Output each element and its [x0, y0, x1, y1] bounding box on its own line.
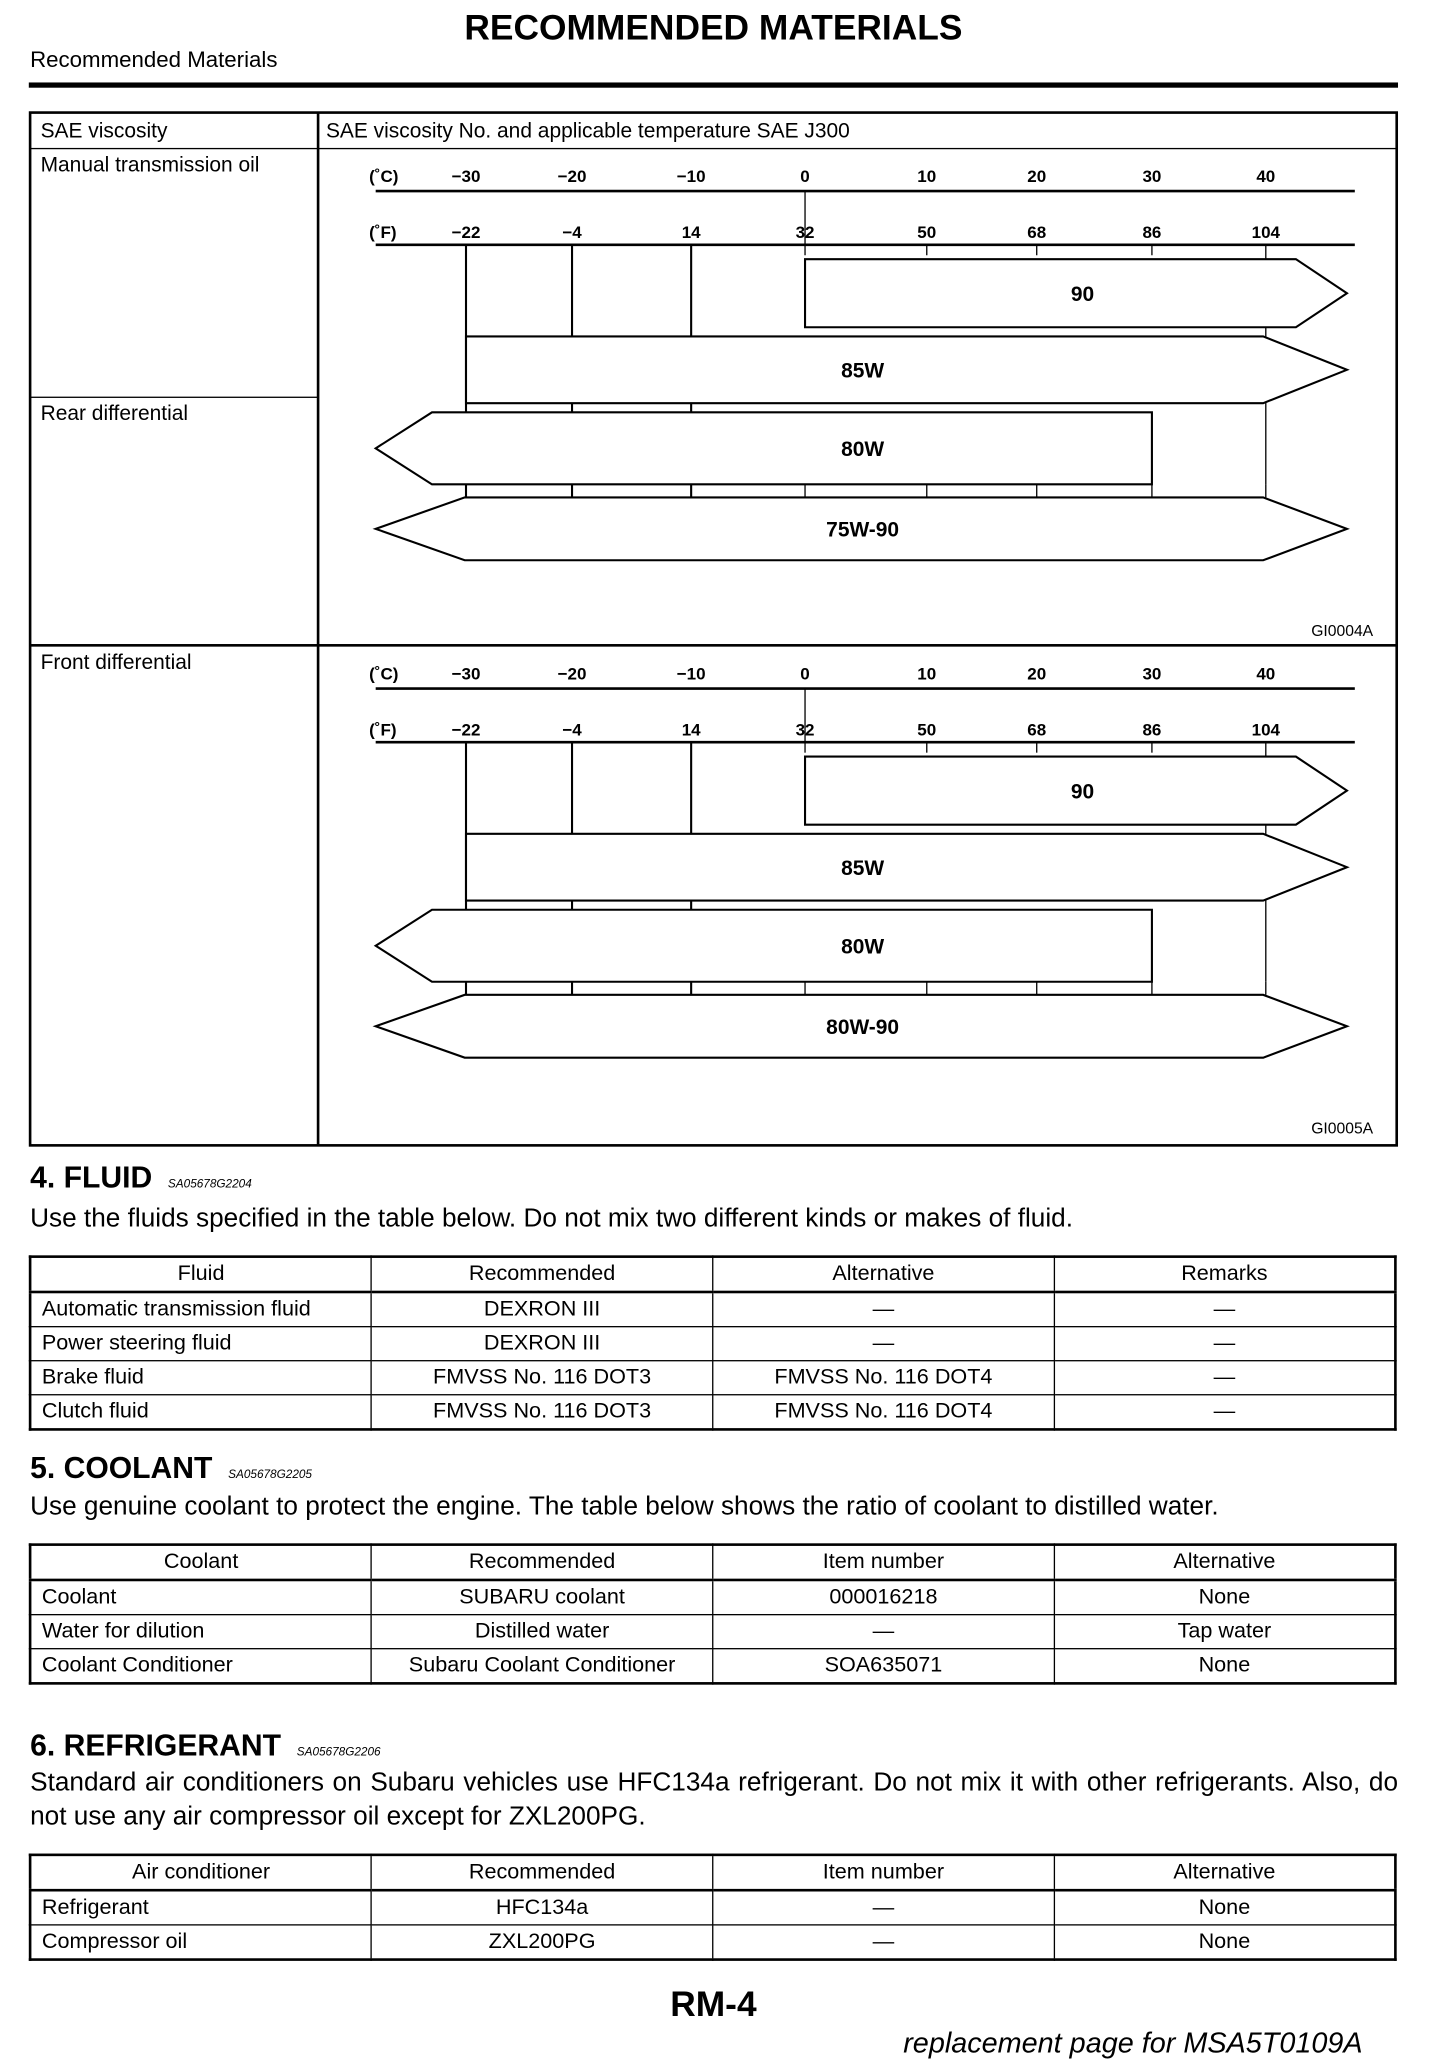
table-row [30, 1361, 1395, 1395]
table-row [30, 1649, 1395, 1684]
refrigerant-table [29, 1854, 1397, 1961]
celsius-tick-label: −20 [557, 664, 587, 684]
fahrenheit-tick-label: −4 [562, 223, 582, 243]
table-header-row [30, 1545, 1395, 1580]
coolant-table [29, 1543, 1397, 1684]
table-header-row [30, 1855, 1395, 1890]
column-header: Alternative [1054, 1855, 1395, 1890]
table-cell: None [1054, 1925, 1395, 1960]
viscosity-chart-rear [0, 148, 1440, 645]
row-front-differential: Front differential [40, 651, 192, 675]
table-row [30, 1327, 1395, 1361]
header-rule [29, 82, 1398, 87]
table-row [30, 1615, 1395, 1649]
celsius-unit: (˚C) [369, 664, 399, 684]
celsius-tick-label: 10 [917, 664, 937, 684]
fahrenheit-tick-label: 104 [1251, 720, 1280, 740]
bar-label: 90 [1070, 780, 1095, 804]
table-cell: DEXRON III [371, 1327, 712, 1361]
celsius-tick-label: 40 [1256, 166, 1276, 186]
table-cell: ZXL200PG [371, 1925, 712, 1960]
row-rear-differential: Rear differential [40, 403, 189, 426]
section-subtitle: Recommended Materials [30, 47, 278, 72]
fahrenheit-tick-label: 86 [1142, 720, 1162, 740]
table-cell: Automatic transmission fluid [30, 1292, 371, 1327]
bar-label: 75W-90 [826, 518, 900, 542]
table-cell: — [1054, 1395, 1395, 1430]
celsius-unit: (˚C) [369, 166, 399, 186]
page-number: RM-4 [670, 1984, 757, 2024]
table-row [30, 1292, 1395, 1327]
table-cell: Tap water [1054, 1615, 1395, 1649]
column-header: Recommended [371, 1545, 712, 1580]
fluid-text: Use the fluids specified in the table below. Do not mix two different kinds or makes of fluid. [30, 1204, 1074, 1234]
celsius-tick-label: 10 [917, 166, 937, 186]
bar-label: 80W [841, 935, 885, 959]
coolant-heading: 5. COOLANT SA05678G2205 [30, 1450, 312, 1485]
table-cell: — [713, 1925, 1054, 1960]
table-cell: — [713, 1890, 1054, 1925]
table-cell: 000016218 [713, 1580, 1054, 1615]
fahrenheit-tick-label: 32 [795, 720, 815, 740]
table-cell: SUBARU coolant [371, 1580, 712, 1615]
bar-label: 85W [841, 359, 885, 383]
column-header: Alternative [713, 1257, 1054, 1292]
fahrenheit-tick-label: −4 [562, 720, 582, 740]
celsius-tick-label: −10 [676, 664, 706, 684]
table-cell: Distilled water [371, 1615, 712, 1649]
table-cell: FMVSS No. 116 DOT3 [371, 1395, 712, 1430]
celsius-tick-label: −20 [557, 166, 587, 186]
bar-label: 80W-90 [826, 1016, 900, 1040]
fahrenheit-tick-label: 104 [1251, 223, 1280, 243]
table-cell: — [713, 1615, 1054, 1649]
fahrenheit-tick-label: 14 [681, 720, 701, 740]
table-cell: Brake fluid [30, 1361, 371, 1395]
bar-label: 90 [1070, 283, 1095, 307]
celsius-tick-label: 0 [800, 664, 810, 684]
viscosity-bar-80w [376, 412, 1152, 484]
bar-label: 80W [841, 438, 885, 462]
fahrenheit-tick-label: 68 [1027, 223, 1047, 243]
column-header: Recommended [371, 1257, 712, 1292]
celsius-tick-label: 30 [1142, 664, 1162, 684]
table-row [30, 1395, 1395, 1430]
table-header-row [30, 1257, 1395, 1292]
table-cell: HFC134a [371, 1890, 712, 1925]
sae-viscosity-label: SAE viscosity [40, 120, 168, 143]
table-cell: SOA635071 [713, 1649, 1054, 1684]
figure-id: GI0004A [1311, 623, 1374, 641]
column-header: Air conditioner [30, 1855, 371, 1890]
celsius-tick-label: −10 [676, 166, 706, 186]
celsius-tick-label: −30 [451, 166, 481, 186]
celsius-tick-label: −30 [451, 664, 481, 684]
fahrenheit-tick-label: 32 [795, 223, 815, 243]
table-cell: None [1054, 1580, 1395, 1615]
table-cell: Water for dilution [30, 1615, 371, 1649]
table-cell: FMVSS No. 116 DOT4 [713, 1361, 1054, 1395]
celsius-tick-label: 20 [1027, 664, 1047, 684]
celsius-tick-label: 20 [1027, 166, 1047, 186]
column-header: Alternative [1054, 1545, 1395, 1580]
celsius-tick-label: 30 [1142, 166, 1162, 186]
table-cell: Compressor oil [30, 1925, 371, 1960]
table-cell: — [1054, 1361, 1395, 1395]
fahrenheit-tick-label: 86 [1142, 223, 1162, 243]
viscosity-bar-85w [466, 336, 1347, 403]
coolant-text: Use genuine coolant to protect the engine. The table below shows the ratio of coolant to distilled water. [30, 1492, 1219, 1522]
table-row [30, 1580, 1395, 1615]
table-cell: DEXRON III [371, 1292, 712, 1327]
refrigerant-text: Standard air conditioners on Subaru vehicles use HFC134a refrigerant. Do not mix it with other refrigerants. Also, do not use any air compressor oil except for ZXL200PG. [30, 1768, 1399, 1832]
column-header: Fluid [30, 1257, 371, 1292]
fluid-table [29, 1255, 1397, 1430]
refrigerant-heading: 6. REFRIGERANT SA05678G2206 [30, 1727, 381, 1762]
table-cell: Coolant [30, 1580, 371, 1615]
column-header: Remarks [1054, 1257, 1395, 1292]
page-title: RECOMMENDED MATERIALS [464, 7, 963, 48]
fluid-heading: 4. FLUID SA05678G2204 [30, 1159, 252, 1194]
viscosity-bar-85w [466, 834, 1347, 901]
celsius-tick-label: 40 [1256, 664, 1276, 684]
fahrenheit-tick-label: −22 [451, 223, 481, 243]
table-cell: — [1054, 1292, 1395, 1327]
fahrenheit-tick-label: −22 [451, 720, 481, 740]
table-row [30, 1890, 1395, 1925]
table-cell: — [1054, 1327, 1395, 1361]
sae-viscosity-header: SAE viscosity No. and applicable temperature SAE J300 [325, 120, 850, 143]
table-cell: FMVSS No. 116 DOT3 [371, 1361, 712, 1395]
table-cell: Power steering fluid [30, 1327, 371, 1361]
column-header: Recommended [371, 1855, 712, 1890]
row-manual-transmission: Manual transmission oil [40, 154, 260, 177]
table-cell: Coolant Conditioner [30, 1649, 371, 1684]
replacement-note: replacement page for MSA5T0109A [903, 2026, 1363, 2060]
fahrenheit-tick-label: 68 [1027, 720, 1047, 740]
column-header: Item number [713, 1855, 1054, 1890]
column-header: Coolant [30, 1545, 371, 1580]
viscosity-bar-80w [376, 910, 1152, 982]
table-row [30, 1925, 1395, 1960]
table-cell: Refrigerant [30, 1890, 371, 1925]
fahrenheit-tick-label: 50 [917, 720, 937, 740]
table-cell: Subaru Coolant Conditioner [371, 1649, 712, 1684]
table-cell: FMVSS No. 116 DOT4 [713, 1395, 1054, 1430]
table-cell: None [1054, 1649, 1395, 1684]
figure-id: GI0005A [1311, 1120, 1374, 1138]
column-header: Item number [713, 1545, 1054, 1580]
table-cell: — [713, 1292, 1054, 1327]
table-cell: — [713, 1327, 1054, 1361]
fahrenheit-unit: (˚F) [369, 720, 397, 740]
viscosity-chart-front [0, 645, 1440, 1142]
fahrenheit-tick-label: 50 [917, 223, 937, 243]
bar-label: 85W [841, 857, 885, 881]
table-cell: Clutch fluid [30, 1395, 371, 1430]
celsius-tick-label: 0 [800, 166, 810, 186]
table-cell: None [1054, 1890, 1395, 1925]
fahrenheit-tick-label: 14 [681, 223, 701, 243]
fahrenheit-unit: (˚F) [369, 223, 397, 243]
